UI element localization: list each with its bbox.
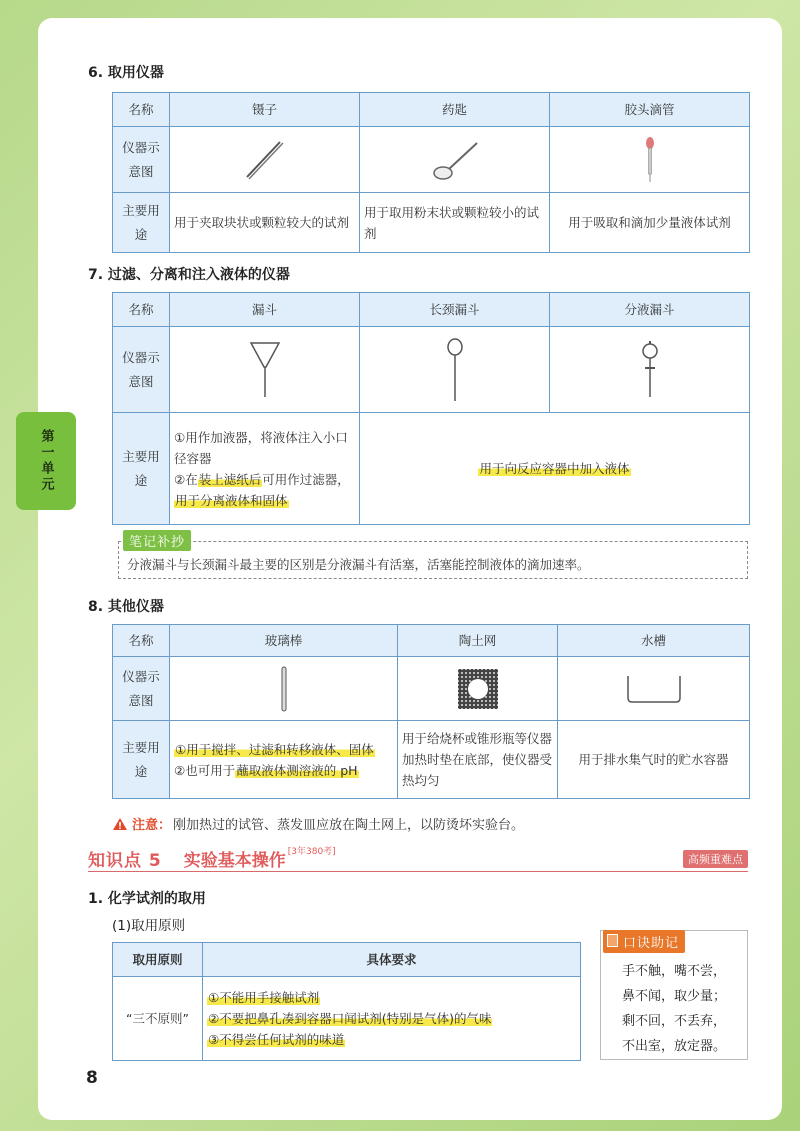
instrument-name: 玻璃棒 [170, 625, 398, 657]
section-1-heading: 1. 化学试剂的取用 [88, 891, 206, 907]
row-label-diagram: 仪器示意图 [113, 657, 170, 721]
glass-rod-icon [274, 664, 294, 714]
row-label-diagram: 仪器示意图 [113, 327, 170, 413]
rule-text: ①不能用手接触试剂 [208, 990, 320, 1005]
row-label-use: 主要用途 [113, 413, 170, 525]
section-8-table [112, 624, 750, 799]
dropper-icon [635, 135, 665, 185]
instrument-use: 用于取用粉末状或颗粒较小的试剂 [360, 193, 550, 253]
rule-text: ②不要把鼻孔凑到容器口闻试剂(特别是气体)的气味 [208, 1011, 492, 1026]
funnel-use [170, 413, 360, 525]
glass-rod-use-text: ②也可用于 [174, 762, 236, 778]
row-label-diagram: 仪器示意图 [113, 127, 170, 193]
principle-name: “三不原则” [113, 977, 203, 1061]
instrument-name: 水槽 [558, 625, 750, 657]
rule-text: ③不得尝任何试剂的味道 [208, 1032, 345, 1047]
page-number: 8 [86, 1068, 98, 1088]
section-8-heading: 8. 其他仪器 [88, 599, 164, 615]
row-label-name: 名称 [113, 293, 170, 327]
row-label-name: 名称 [113, 625, 170, 657]
funnel-other-use [360, 413, 750, 525]
glass-rod-use [170, 721, 398, 799]
water-trough-diagram [558, 657, 750, 721]
mnemonic-line: 剩不回，不丢弃， [621, 1014, 726, 1029]
knowledge-point-subtitle: 实验基本操作 [183, 851, 286, 871]
water-trough-icon [624, 672, 684, 706]
instrument-name: 胶头滴管 [550, 93, 750, 127]
dropper-diagram [550, 127, 750, 193]
clay-mesh-use: 用于给烧杯或锥形瓶等仪器加热时垫在底部，使仪器受热均匀 [398, 721, 558, 799]
funnel-use-line-2 [174, 469, 355, 511]
section-6-table [112, 92, 750, 253]
instrument-name: 陶土网 [398, 625, 558, 657]
tweezers-icon [235, 137, 295, 183]
instrument-name: 长颈漏斗 [360, 293, 550, 327]
mnemonic-box [600, 930, 748, 1060]
instrument-name: 漏斗 [170, 293, 360, 327]
funnel-use-highlight: 用于分离液体和固体 [175, 492, 288, 508]
glass-rod-diagram [170, 657, 398, 721]
knowledge-point-frequency: [3年380考] [287, 847, 336, 857]
section-1-subheading: (1)取用原则 [112, 918, 186, 934]
instrument-use: 用于吸取和滴加少量液体试剂 [550, 193, 750, 253]
spoon-diagram [360, 127, 550, 193]
water-trough-use: 用于排水集气时的贮水容器 [558, 721, 750, 799]
warning-label: 注意： [132, 818, 172, 833]
warning-text: 刚加热过的试管、蒸发皿应放在陶土网上，以防烫坏实验台。 [173, 818, 525, 833]
mnemonic-line: 鼻不闻，取少量； [621, 989, 726, 1004]
knowledge-point-title: 知识点 5 [88, 851, 162, 871]
row-label-use: 主要用途 [113, 721, 170, 799]
warning-line [112, 814, 524, 833]
instrument-name: 分液漏斗 [550, 293, 750, 327]
long-neck-funnel-diagram [360, 327, 550, 413]
separatory-funnel-diagram [550, 327, 750, 413]
unit-side-tab[interactable]: 第一单元 [16, 412, 76, 510]
mnemonic-line: 手不触，嘴不尝， [621, 964, 726, 979]
tweezers-diagram [170, 127, 360, 193]
col-principle: 取用原则 [113, 943, 203, 977]
section-7-heading: 7. 过滤、分离和注入液体的仪器 [88, 267, 290, 283]
warning-icon [112, 817, 128, 831]
mnemonic-lines [601, 959, 747, 1059]
funnel-use-text: ②在 [174, 471, 198, 487]
funnel-use-line-1: ①用作加液器，将液体注入小口径容器 [174, 429, 348, 466]
knowledge-point-header [88, 844, 748, 872]
funnel-other-use-text: 用于向反应容器中加入液体 [479, 461, 630, 476]
separatory-funnel-icon [630, 335, 670, 405]
clay-mesh-diagram [398, 657, 558, 721]
mnemonic-tag-text: 口诀助记 [623, 936, 680, 951]
mnemonic-line: 不出室，放定器。 [621, 1039, 726, 1054]
glass-rod-use-line-2 [174, 760, 393, 781]
note-box [118, 541, 748, 579]
rule-item [207, 987, 576, 1008]
medicine-spoon-icon [425, 137, 485, 183]
funnel-use-highlight: 装上滤纸后 [198, 471, 262, 487]
section-7-table [112, 292, 750, 525]
instrument-use: 用于夹取块状或颗粒较大的试剂 [170, 193, 360, 253]
high-frequency-badge: 高频重难点 [683, 850, 748, 868]
row-label-use: 主要用途 [113, 193, 170, 253]
funnel-diagram [170, 327, 360, 413]
long-neck-funnel-icon [435, 335, 475, 405]
instrument-name: 镊子 [170, 93, 360, 127]
instrument-name: 药匙 [360, 93, 550, 127]
row-label-name: 名称 [113, 93, 170, 127]
glass-rod-use-line-1: ①用于搅拌、过滤和转移液体、固体 [175, 741, 374, 757]
col-requirement: 具体要求 [203, 943, 581, 977]
glass-rod-use-highlight: 蘸取液体测溶液的 pH [236, 762, 358, 778]
rule-item [207, 1029, 576, 1050]
principles-table [112, 942, 581, 1061]
notepad-icon [607, 934, 618, 947]
section-6-heading: 6. 取用仪器 [88, 65, 164, 81]
note-text: 分液漏斗与长颈漏斗最主要的区别是分液漏斗有活塞，活塞能控制液体的滴加速率。 [127, 557, 590, 572]
funnel-use-text: 可用作过滤器， [262, 471, 350, 487]
note-tag: 笔记补抄 [123, 530, 191, 551]
principle-rules [203, 977, 581, 1061]
rule-item [207, 1008, 576, 1029]
clay-mesh-icon [456, 667, 500, 711]
funnel-icon [245, 339, 285, 401]
